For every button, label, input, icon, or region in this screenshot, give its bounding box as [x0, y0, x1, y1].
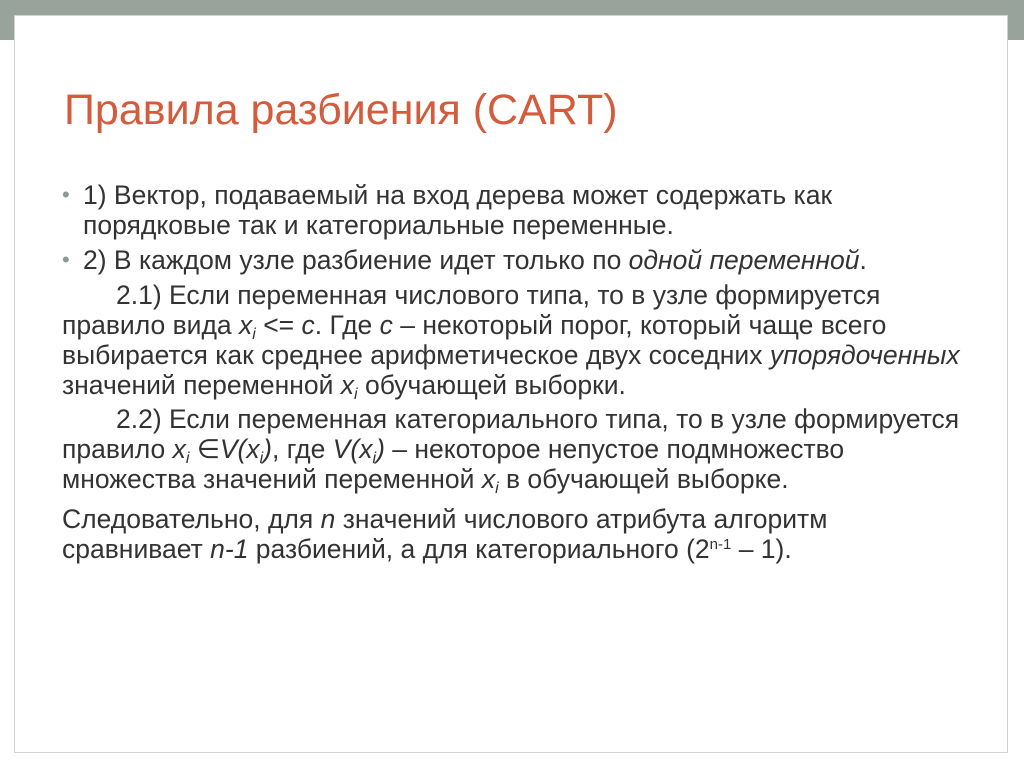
paragraph-numeric-rule [62, 280, 962, 403]
text-emphasis: упорядоченных [769, 340, 960, 370]
math-var: ) [376, 434, 385, 464]
math-superscript: n-1 [709, 536, 732, 553]
text-segment: в обучающей выборке. [498, 464, 789, 494]
text-segment: значений числового атрибута алгоритм сравнивает [62, 504, 828, 564]
bullet-text: 1) Вектор, подаваемый на вход дерева может содержать как порядковые так и категориальные переменные. [83, 180, 833, 240]
math-subscript: i [354, 386, 358, 403]
paragraph-categorical-rule [62, 404, 962, 497]
math-var: x [172, 434, 186, 464]
text-segment: значений переменной [62, 370, 341, 400]
bullet-item-split [62, 245, 962, 275]
math-var: c [301, 310, 315, 340]
bullet-text-a: 2) В каждом узле разбиение идет только по [83, 245, 629, 275]
slide-title: Правила разбиения (CART) [64, 86, 618, 134]
text-segment: 2.2) Если переменная категориального типа, то в узле формируется правило [62, 404, 960, 464]
bullet-item-vector [62, 180, 962, 240]
math-subscript: i [252, 326, 256, 343]
text-segment: разбиений, а для категориального (2 [248, 534, 710, 564]
text-segment: <= [255, 310, 302, 340]
text-segment: обучающей выборки. [357, 370, 626, 400]
math-subscript: i [185, 450, 190, 467]
text-segment: – некоторое непустое подмножество множества значений переменной [62, 434, 845, 494]
bullet-text-emphasis: одной переменной [628, 245, 860, 275]
math-var: x [239, 310, 253, 340]
math-subscript: i [495, 480, 499, 497]
bullet-marker: • [62, 182, 70, 207]
text-segment: – 1). [731, 534, 792, 564]
math-subscript: i [372, 450, 377, 467]
paragraph-conclusion [62, 504, 962, 564]
bullet-text-b: . [859, 245, 867, 275]
math-var: n-1 [210, 534, 249, 564]
math-var: V(x [219, 434, 260, 464]
bullet-marker: • [62, 247, 70, 272]
math-var: x [340, 370, 355, 400]
math-var: x [481, 464, 496, 494]
math-var: n [320, 504, 336, 534]
math-var: V(x [332, 434, 373, 464]
math-subscript: i [259, 450, 264, 467]
text-segment: Следовательно, для [62, 504, 321, 534]
math-var: ) [263, 434, 272, 464]
math-symbol: ∈ [189, 434, 220, 464]
slide-body [62, 180, 962, 564]
text-segment: – некоторый порог, который чаще всего выбирается как среднее арифметическое двух соседних [62, 310, 887, 370]
text-segment: 2.1) Если переменная числового типа, то в узле формируется правило вида [62, 280, 881, 340]
text-segment: , где [271, 434, 333, 464]
text-segment: . Где [314, 310, 380, 340]
math-var: c [379, 310, 393, 340]
